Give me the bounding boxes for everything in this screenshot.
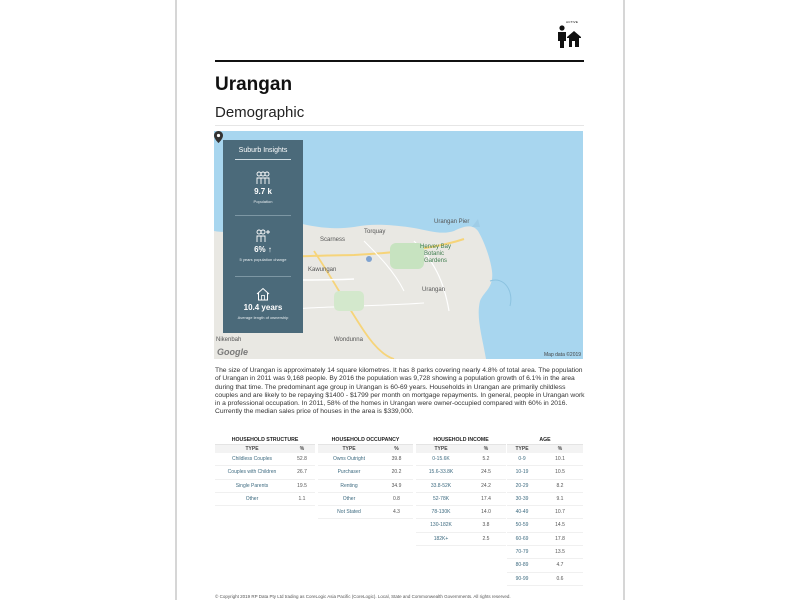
suburb-title: Urangan: [215, 74, 293, 95]
arrow-up-icon: ↑: [267, 245, 272, 254]
insight-population: [223, 171, 303, 204]
table-column-header: [318, 445, 413, 453]
population-change-caption: 5 years population change: [239, 257, 287, 262]
table-row: [416, 480, 506, 493]
row-type: 40-49: [515, 509, 529, 516]
table-row: [215, 453, 315, 466]
column-type: TYPE: [342, 446, 356, 452]
suburb-description: The size of Urangan is approximately 14 square kilometres. It has 8 parks covering nearly 4.8% of total area. The population of Urangan in 2011 was 9,168 people. By 2016 the population was 9,728 showing a population growth of 6.1% in the area during that time. The predominant age group in Urangan is 60-69 years. Households in Urangan are primarily childless couples and are likely to be repaying $1400 - $1799 per month on mortgage repayments. In general, people in Urangan work in a professional occupation. In 2011, 58% of the homes in Urangan were owner-occupied compared with 60% in 2016. Currently the median sales price of houses in the area is $339,000.: [215, 367, 585, 416]
top-rule: [215, 60, 584, 62]
map-pin-icon[interactable]: [214, 131, 223, 143]
column-type: TYPE: [245, 446, 259, 452]
column-type: TYPE: [515, 446, 529, 452]
age-table: [507, 436, 583, 586]
ownership-value: 10.4 years: [243, 303, 283, 312]
row-percent: 10.7: [555, 509, 565, 516]
map-label-scarness: Scarness: [320, 237, 346, 243]
row-type: 52-78K: [432, 495, 450, 502]
row-percent: 0.6: [556, 575, 564, 582]
row-percent: 17.8: [555, 535, 565, 542]
population-value: 9.7 k: [254, 187, 272, 196]
logo-text: ACTIVE: [566, 20, 579, 24]
insight-ownership: [223, 287, 303, 320]
column-percent: %: [299, 446, 305, 452]
row-percent: 26.7: [297, 469, 307, 476]
row-percent: 9.1: [556, 495, 564, 502]
row-type: 0-9: [518, 456, 526, 462]
google-logo: Google: [217, 347, 248, 357]
section-title: Demographic: [215, 104, 305, 121]
table-row: [507, 573, 583, 586]
insights-title-rule: [235, 159, 291, 160]
suburb-insights-panel: [223, 140, 303, 333]
row-percent: 2.5: [482, 535, 490, 542]
copyright-footer: © Copyright 2019 RP Data Pty Ltd trading as CoreLogic Asia Pacific (CoreLogic). Local, State and Commonwealth Governments. All rights reserved.: [215, 594, 511, 599]
map-label-gardens-1: Hervey Bay: [420, 244, 452, 250]
row-percent: 17.4: [481, 495, 491, 502]
row-percent: 34.9: [391, 482, 402, 489]
row-type: 30-39: [515, 495, 529, 502]
row-type: 70-79: [515, 549, 529, 556]
page-frame-left: [175, 0, 177, 600]
map-label-gardens-2: Botanic: [424, 251, 445, 257]
table-row: [318, 493, 413, 506]
table-row: [507, 559, 583, 572]
ownership-caption: Average length of ownership: [237, 315, 289, 320]
row-percent: 10.1: [555, 456, 565, 462]
page-frame-right: [623, 0, 625, 600]
row-type: 60-69: [515, 535, 529, 542]
row-type: Single Parents: [235, 482, 269, 489]
house-icon: [255, 287, 271, 301]
row-percent: 0.8: [393, 495, 400, 502]
table-row: [507, 506, 583, 519]
row-percent: 14.5: [555, 522, 565, 529]
row-type: Owns Outright: [333, 456, 365, 462]
row-type: 80-89: [515, 562, 529, 569]
insights-title: Suburb Insights: [238, 147, 288, 154]
table-column-header: [215, 445, 315, 453]
row-type: 78-130K: [431, 509, 451, 516]
row-percent: 4.3: [393, 509, 400, 516]
table-title: HOUSEHOLD INCOME: [416, 436, 506, 445]
table-row: [416, 506, 506, 519]
column-percent: %: [557, 446, 563, 452]
map-label-urangan-pier: Urangan Pier: [434, 219, 470, 225]
row-type: 10-19: [515, 469, 529, 476]
table-row: [318, 453, 413, 466]
population-caption: Population: [253, 199, 273, 204]
row-percent: 24.2: [481, 482, 491, 489]
row-type: Other: [342, 495, 356, 502]
row-percent: 19.5: [297, 482, 307, 489]
row-percent: 20.2: [391, 469, 402, 476]
table-row: [215, 480, 315, 493]
row-type: 90-99: [515, 575, 529, 582]
brand-logo: [556, 20, 582, 48]
people-plus-icon: [255, 229, 271, 243]
row-type: 0-15.6K: [432, 456, 450, 462]
table-row: [416, 533, 506, 546]
row-type: Other: [245, 495, 259, 502]
table-row: [507, 466, 583, 479]
row-percent: 10.5: [555, 469, 565, 476]
row-type: 182K+: [433, 535, 449, 542]
map-label-torquay: Torquay: [364, 229, 386, 235]
table-row: [416, 453, 506, 466]
table-row: [507, 453, 583, 466]
table-title: HOUSEHOLD STRUCTURE: [215, 436, 315, 445]
column-type: TYPE: [434, 446, 448, 452]
map-label-gardens-3: Gardens: [424, 258, 448, 264]
map-label-wondunna: Wondunna: [334, 337, 363, 343]
row-percent: 4.7: [556, 562, 564, 569]
row-type: 33.8-52K: [430, 482, 452, 489]
map-label-urangan: Urangan: [422, 287, 446, 293]
row-type: 15.6-33.8K: [428, 469, 454, 476]
column-percent: %: [394, 446, 399, 452]
insights-divider-1: [235, 215, 291, 216]
map-label-kawungan: Kawungan: [308, 267, 337, 273]
table-title: AGE: [507, 436, 583, 445]
table-row: [507, 533, 583, 546]
household-occupancy-table: [318, 436, 413, 519]
table-row: [507, 519, 583, 532]
household-income-table: [416, 436, 506, 546]
row-percent: 1.1: [298, 495, 306, 502]
row-type: Childless Couples: [231, 456, 273, 462]
row-percent: 3.8: [482, 522, 490, 529]
row-type: Renting: [340, 482, 358, 489]
people-icon: [255, 171, 271, 185]
insights-divider-2: [235, 276, 291, 277]
table-row: [215, 493, 315, 506]
table-row: [318, 506, 413, 519]
table-row: [507, 480, 583, 493]
row-percent: 52.8: [297, 456, 307, 462]
row-type: 20-29: [515, 482, 529, 489]
table-row: [318, 466, 413, 479]
row-percent: 13.5: [555, 549, 565, 556]
table-row: [215, 466, 315, 479]
row-type: Couples with Children: [227, 469, 277, 476]
table-row: [416, 466, 506, 479]
table-column-header: [507, 445, 583, 453]
row-percent: 14.0: [481, 509, 491, 516]
household-structure-table: [215, 436, 315, 506]
map-data-credit: Map data ©2019: [544, 352, 582, 358]
row-percent: 8.2: [556, 482, 564, 489]
table-row: [507, 493, 583, 506]
row-percent: 24.5: [481, 469, 491, 476]
population-change-value: [223, 245, 303, 254]
row-type: 130-182K: [430, 522, 452, 529]
map-label-nikenbah: Nikenbah: [216, 337, 242, 343]
table-row: [416, 493, 506, 506]
population-change-number: 6%: [254, 245, 266, 254]
table-row: [507, 546, 583, 559]
table-column-header: [416, 445, 506, 453]
column-percent: %: [483, 446, 489, 452]
row-percent: 39.8: [391, 456, 402, 462]
table-row: [416, 519, 506, 532]
row-percent: 5.2: [482, 456, 490, 462]
row-type: Purchaser: [337, 469, 361, 476]
row-type: 50-59: [515, 522, 529, 529]
table-title: HOUSEHOLD OCCUPANCY: [318, 436, 413, 445]
table-row: [318, 480, 413, 493]
row-type: Not Stated: [337, 509, 361, 516]
section-rule: [215, 125, 584, 126]
person-house-icon: [556, 20, 582, 48]
insight-population-change: [223, 229, 303, 262]
